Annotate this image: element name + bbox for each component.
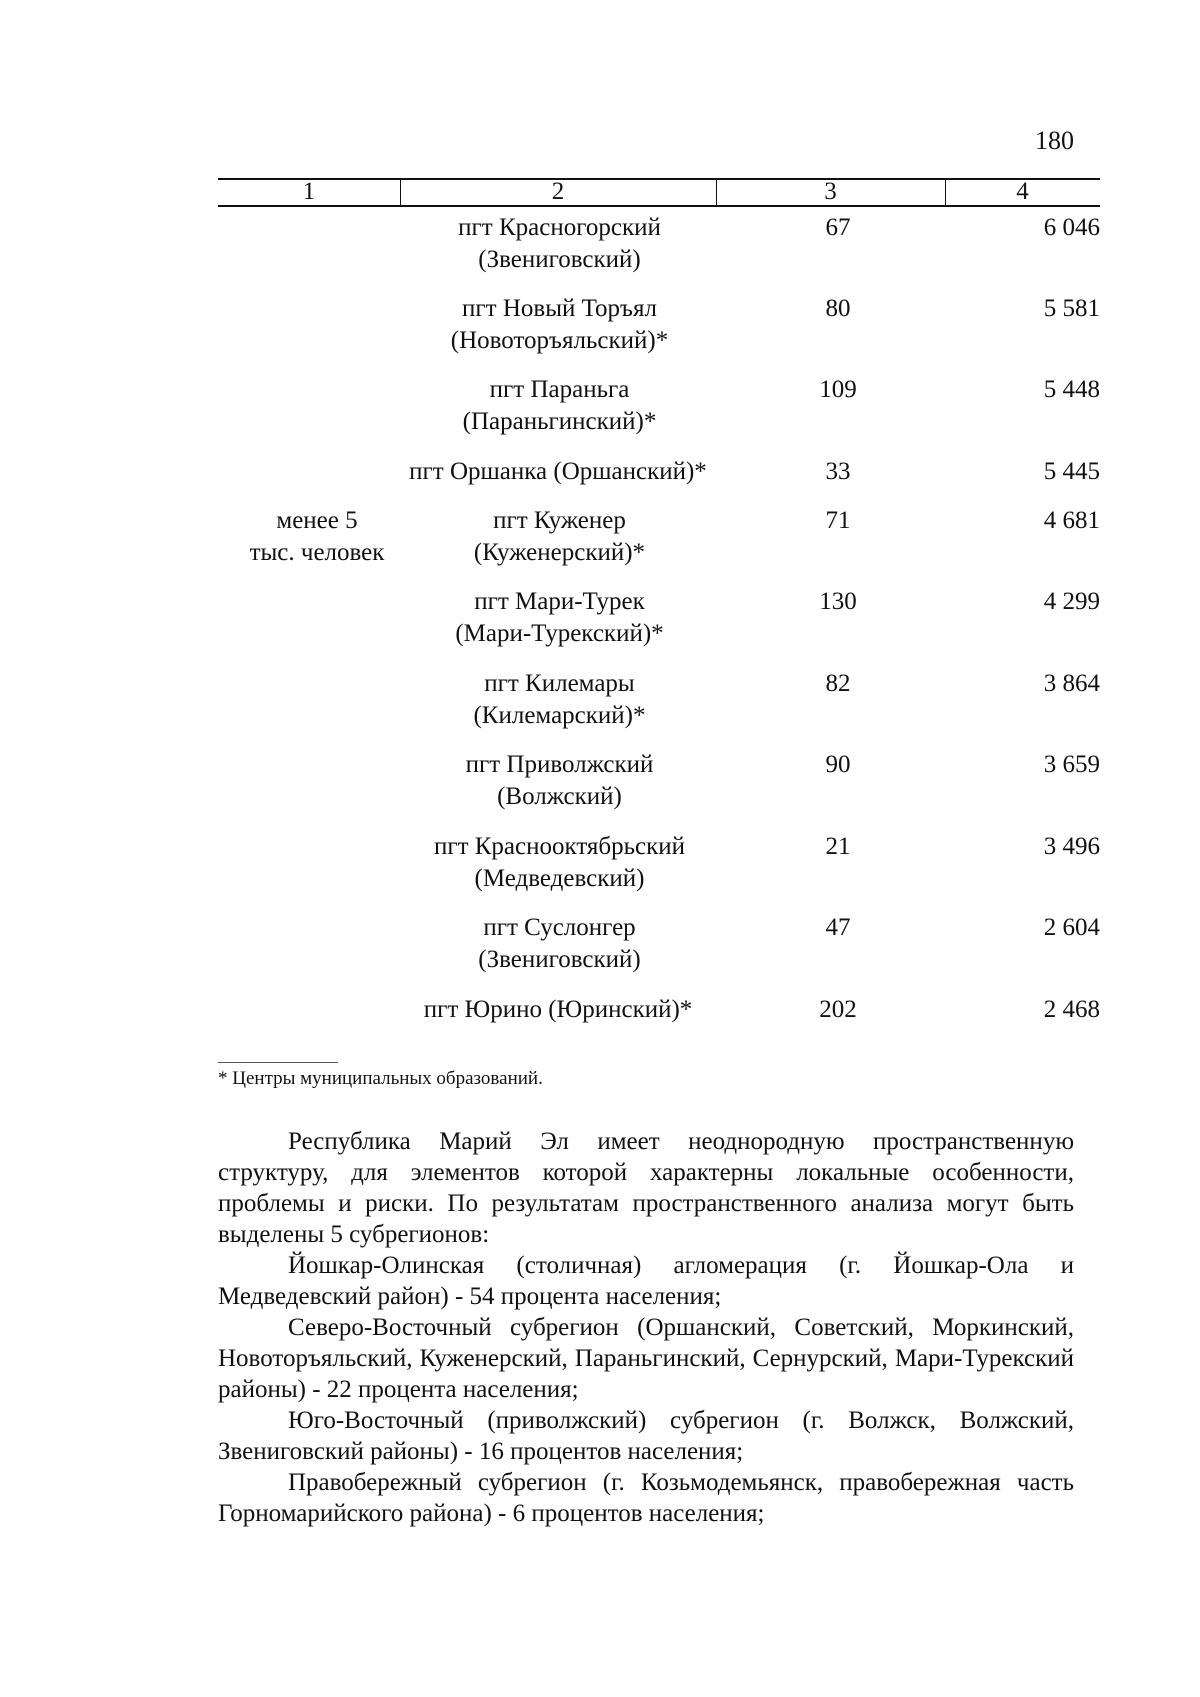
column-3-value: 80: [825, 295, 851, 322]
settlement-name: пгт Параньга (Параньгинский)*: [462, 376, 657, 435]
table-header-rule: [218, 205, 1100, 207]
column-header-4: 4: [1016, 178, 1029, 205]
settlement-name: пгт Красногорский (Звениговский): [458, 214, 661, 273]
population-value: 5 448: [1043, 376, 1100, 403]
population-group-label: [232, 505, 402, 569]
column-header-1: 1: [302, 178, 316, 205]
column-3-value: 109: [819, 376, 857, 403]
population-value: 6 046: [1043, 214, 1100, 241]
column-3-value: 47: [825, 914, 851, 941]
column-3-value: 202: [819, 996, 857, 1023]
column-3-value: 67: [825, 214, 851, 241]
column-header-2: 2: [551, 178, 565, 205]
column-3-value: 21: [825, 833, 851, 860]
settlement-name: пгт Куженер (Куженерский)*: [473, 507, 646, 566]
population-value: 4 681: [1043, 507, 1100, 534]
population-value: 2 468: [1043, 996, 1100, 1023]
column-header-3: 3: [824, 178, 837, 205]
population-value: 3 496: [1043, 833, 1100, 860]
group-label-line: менее 5: [276, 507, 358, 534]
footnote: * Центры муниципальных образований.: [218, 1068, 543, 1089]
settlement-name: пгт Оршанка (Оршанский)*: [409, 458, 707, 485]
page-number: 180: [1035, 126, 1074, 155]
paragraph: Республика Марий Эл имеет неоднородную пространственную структуру, для элементов которой характерны локальные особенности, проблемы и риски. По результатам пространственного анализа могут быть выделены 5 субрегионов:: [218, 1128, 1074, 1248]
body-text: [218, 1126, 1074, 1529]
settlement-name: пгт Килемары (Килемарский)*: [473, 670, 646, 729]
paragraph: Северо-Восточный субрегион (Оршанский, Советский, Моркинский, Новоторъяльский, Куженерский, Параньгинский, Сернурский, Мари-Турекский районы) - 22 процента населения;: [218, 1314, 1074, 1403]
population-value: 5 445: [1043, 458, 1100, 485]
paragraph: Правобережный субрегион (г. Козьмодемьянск, правобережная часть Горномарийского района) - 6 процентов населения;: [218, 1469, 1074, 1527]
settlement-name: пгт Юрино (Юринский)*: [423, 996, 693, 1023]
paragraph: Йошкар-Олинская (столичная) агломерация (г. Йошкар-Ола и Медведевский район) - 54 процента населения;: [218, 1252, 1074, 1310]
settlement-name: пгт Приволжский (Волжский): [465, 751, 654, 810]
settlement-name: пгт Новый Торъял (Новоторъяльский)*: [450, 295, 669, 354]
column-3-value: 71: [825, 507, 851, 534]
population-value: 5 581: [1043, 295, 1100, 322]
settlement-name: пгт Суслонгер (Звениговский): [478, 914, 641, 973]
paragraph: Юго-Восточный (приволжский) субрегион (г. Волжск, Волжский, Звениговский районы) - 16 процентов населения;: [218, 1407, 1074, 1465]
population-value: 4 299: [1043, 588, 1100, 615]
settlement-name: пгт Краснооктябрьский (Медведевский): [433, 833, 686, 892]
population-value: 3 659: [1043, 751, 1100, 778]
settlement-name: пгт Мари-Турек (Мари-Турекский)*: [455, 588, 664, 647]
population-value: 3 864: [1043, 670, 1100, 697]
column-3-value: 33: [825, 458, 851, 485]
group-label-line: тыс. человек: [249, 539, 385, 566]
column-3-value: 82: [825, 670, 851, 697]
column-3-value: 130: [819, 588, 857, 615]
column-3-value: 90: [825, 751, 851, 778]
footnote-separator: [218, 1062, 338, 1063]
population-value: 2 604: [1043, 914, 1100, 941]
